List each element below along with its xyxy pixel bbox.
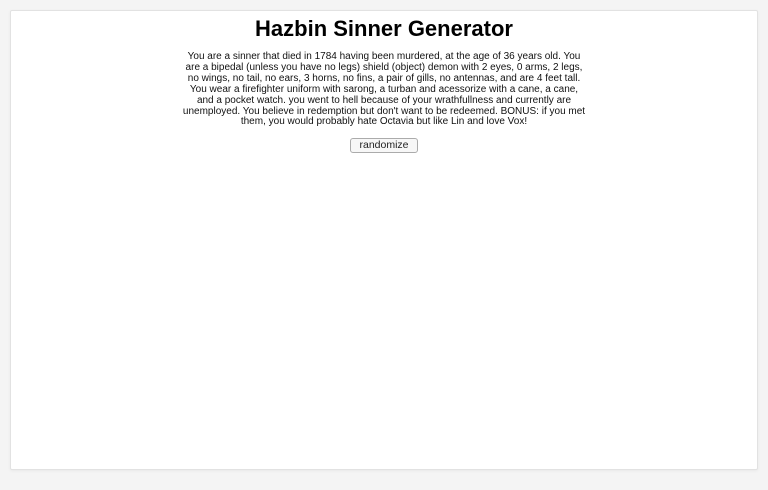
page-panel bbox=[10, 10, 758, 470]
randomize-button[interactable]: randomize bbox=[350, 138, 417, 153]
sinner-description-text: You are a sinner that died in 1784 having been murdered, at the age of 36 years old. You are a bipedal (unless you have no legs) shield (object) demon with 2 eyes, 0 arms, 2 legs, no wings, no tail, no ears, 3 horns, no fins, a pair of gills, no antennas, and are 4 feet tall. You wear a firefighter uniform with sarong, a turban and acessorize with a cane, a cane, and a pocket watch. you went to hell because of your wrathfullness and currently are unemployed. You believe in redemption but don't want to be redeemed. BONUS: if you met them, you would probably hate Octavia but like Lin and love Vox! bbox=[182, 51, 586, 128]
page-title: Hazbin Sinner Generator bbox=[255, 16, 513, 41]
